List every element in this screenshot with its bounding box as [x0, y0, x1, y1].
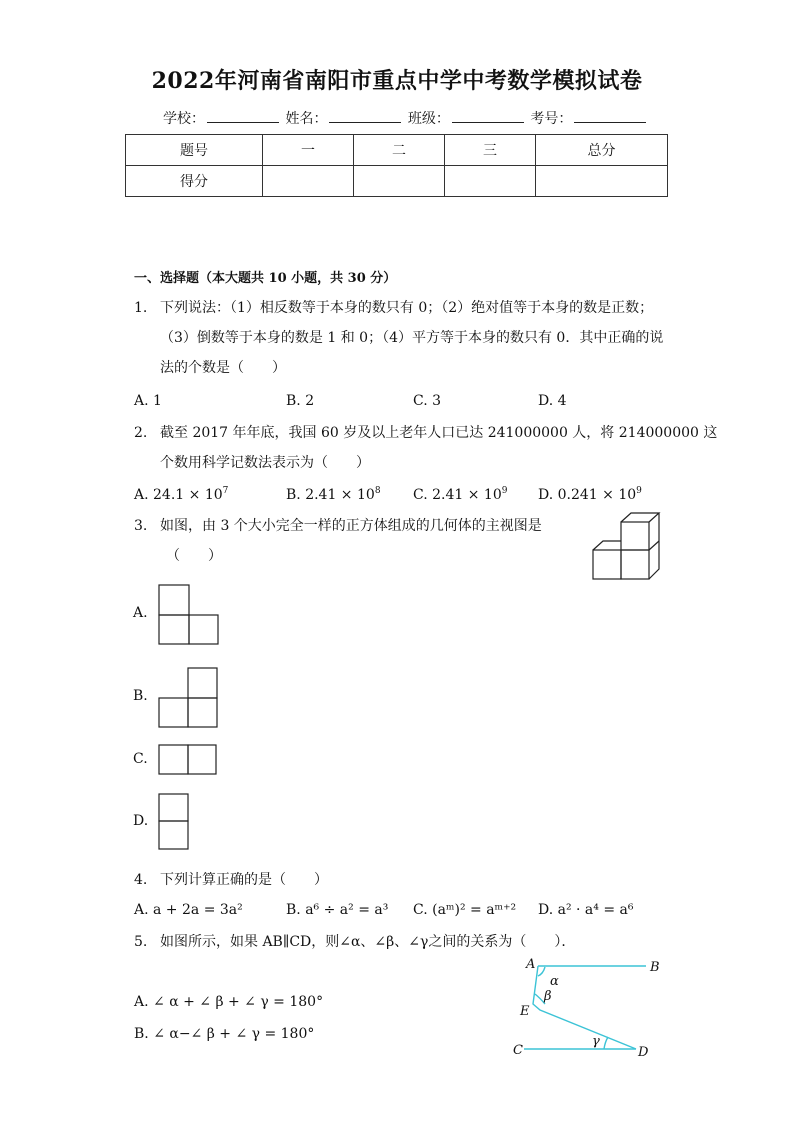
header-cell: 总分: [536, 135, 668, 166]
option-d-text: D. 0.241 × 10: [538, 487, 637, 503]
option-a[interactable]: A. 1: [134, 393, 162, 409]
exam-no-label: 考号：: [530, 111, 573, 127]
class-blank[interactable]: [452, 108, 524, 123]
page-title: 2022年河南省南阳市重点中学中考数学模拟试卷: [151, 68, 643, 94]
question-text: 法的个数是（ ）: [160, 360, 286, 376]
question-number: 4.: [134, 872, 148, 888]
line-aed: [533, 966, 636, 1049]
cube-bottom-left-front-face: [593, 550, 621, 579]
question-number: 3.: [134, 518, 148, 534]
option-d[interactable]: D.: [133, 813, 149, 829]
option-c[interactable]: C. 3: [413, 393, 442, 409]
option-b[interactable]: [286, 486, 381, 503]
angle-gamma-arc: [604, 1037, 608, 1049]
option-b-figure[interactable]: [157, 666, 221, 730]
cube-stack-figure: [588, 509, 662, 583]
question-number: 5.: [134, 934, 148, 950]
option-c-figure[interactable]: [157, 743, 219, 777]
option-a-text: A. 24.1 × 10: [134, 487, 223, 503]
class-label: 班级：: [407, 111, 450, 127]
score-cell[interactable]: [354, 166, 445, 197]
point-d-label: D: [638, 1045, 649, 1060]
header-cell: 二: [354, 135, 445, 166]
point-b-label: B: [650, 960, 660, 975]
option-d-exponent: 9: [636, 486, 642, 496]
score-table-row: [126, 166, 668, 197]
question-text: 如图所示，如果 AB∥CD，则∠α、∠β、∠γ之间的关系为（ ）．: [160, 934, 576, 950]
option-a[interactable]: A. a + 2a = 3a²: [134, 902, 243, 918]
point-a-label: A: [526, 957, 536, 972]
score-table-header-row: [126, 135, 668, 166]
point-e-label: E: [520, 1004, 530, 1019]
option-d-figure[interactable]: [157, 792, 193, 854]
question-text: 下列说法：（1）相反数等于本身的数只有 0；（2）绝对值等于本身的数是正数；: [160, 300, 654, 316]
option-a[interactable]: A. ∠ α + ∠ β + ∠ γ = 180°: [134, 994, 324, 1010]
name-blank[interactable]: [329, 108, 401, 123]
header-cell: 一: [263, 135, 354, 166]
score-cell[interactable]: [536, 166, 668, 197]
option-a[interactable]: [134, 486, 228, 503]
option-c[interactable]: C. (aᵐ)² = aᵐ⁺²: [413, 902, 517, 918]
option-a-figure[interactable]: [157, 583, 221, 647]
name-label: 姓名：: [285, 111, 328, 127]
option-d[interactable]: D. 4: [538, 393, 567, 409]
question-text: （ ）: [166, 548, 222, 564]
score-table: [125, 134, 668, 197]
option-c-exponent: 9: [501, 486, 508, 496]
alpha-label: α: [550, 974, 559, 989]
angle-alpha-arc: [538, 967, 545, 976]
header-cell: 题号: [126, 135, 263, 166]
option-c-text: C. 2.41 × 10: [413, 487, 502, 503]
question-text: （3）倒数等于本身的数是 1 和 0；（4）平方等于本身的数只有 0．其中正确的说: [160, 330, 664, 346]
gamma-label: γ: [592, 1034, 600, 1049]
exam-no-blank[interactable]: [574, 108, 646, 123]
parallel-lines-figure: [508, 952, 678, 1062]
section-heading: 一、选择题（本大题共 10 小题，共 30 分）: [134, 271, 397, 286]
option-b[interactable]: B. ∠ α−∠ β + ∠ γ = 180°: [134, 1026, 315, 1042]
option-c[interactable]: C.: [133, 751, 148, 767]
option-d[interactable]: D. a² · a⁴ = a⁶: [538, 902, 634, 918]
question-number: 1.: [134, 300, 148, 316]
option-a[interactable]: A.: [133, 605, 148, 621]
option-a-exponent: 7: [222, 486, 229, 496]
point-c-label: C: [513, 1043, 523, 1058]
cube-bottom-right-front-face: [621, 550, 649, 579]
header-cell: 三: [445, 135, 536, 166]
question-text: 截至 2017 年年底，我国 60 岁及以上老年人口已达 241000000 人，将 214000000 这: [160, 425, 718, 441]
cube-top-front-face: [621, 522, 649, 550]
question-text: 个数用科学记数法表示为（ ）: [160, 455, 370, 471]
score-cell[interactable]: [445, 166, 536, 197]
option-b[interactable]: B. a⁶ ÷ a² = a³: [286, 902, 389, 918]
option-d[interactable]: [538, 486, 642, 503]
option-c[interactable]: [413, 486, 507, 503]
cube-left-top-face: [593, 541, 621, 550]
option-b[interactable]: B. 2: [286, 393, 315, 409]
student-info-line: [163, 108, 648, 128]
school-label: 学校：: [163, 111, 205, 127]
cube-right-side-divider: [649, 541, 659, 550]
question-text: 下列计算正确的是（ ）: [160, 872, 328, 888]
question-text: 如图，由 3 个大小完全一样的正方体组成的几何体的主视图是: [160, 518, 542, 534]
cube-top-top-face: [621, 513, 659, 522]
school-blank[interactable]: [207, 108, 279, 123]
option-b[interactable]: B.: [133, 688, 148, 704]
beta-label: β: [544, 989, 552, 1004]
option-b-exponent: 8: [374, 486, 381, 496]
score-cell[interactable]: [263, 166, 354, 197]
option-b-text: B. 2.41 × 10: [286, 487, 375, 503]
row-label-cell: 得分: [126, 166, 263, 197]
question-number: 2.: [134, 425, 148, 441]
